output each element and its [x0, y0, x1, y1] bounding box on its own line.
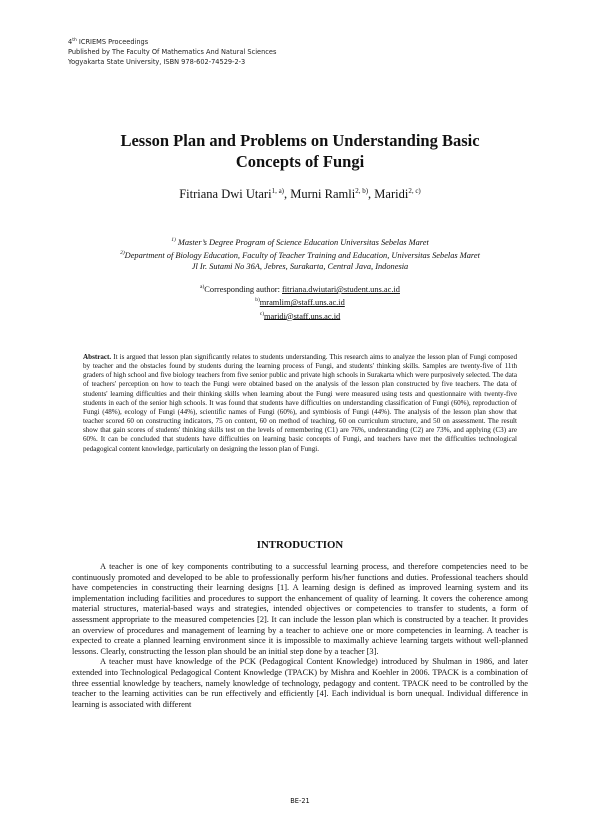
author-name: Murni Ramli — [290, 187, 356, 202]
affiliation-address: Jl Ir. Sutami No 36A, Jebres, Surakarta, Central Java, Indonesia — [191, 262, 409, 271]
email-link[interactable]: mramlim@staff.uns.ac.id — [259, 298, 345, 308]
author-name: Maridi — [374, 187, 409, 202]
affiliation-1: $^{1)}$ Master’s Degree Program of Science Education Universitas Sebelas Maret — [171, 237, 429, 247]
author-list: Fitriana Dwi Utari$^{1, a)}$, Murni Ramli$^{2, b)}$, Maridi$^{2, c)}$ — [179, 187, 421, 202]
proceedings-header — [68, 36, 276, 67]
email-link[interactable]: fitriana.dwiutari@student.uns.ac.id — [282, 284, 400, 294]
body-text — [72, 562, 528, 710]
affiliation-2: $^{2)}$Department of Biology Education, Faculty of Teacher Training and Education, Universitas Sebelas Maret — [120, 250, 480, 260]
publisher-line: Published by The Faculty Of Mathematics And Natural Sciences — [68, 48, 277, 57]
paragraph: A teacher is one of key components contributing to a successful learning process, and therefore competencies need to be continuously promoted and developed to be able to professionally perform his/her functions and duties. Professional teachers should have competencies in constructing their learning designs [1]. A learning design is defined as improved learning system and its implementation including facilities and procedures to support the enhancement of quality of learning. It covers the coherence among material structures, material-based ways and strategies, intended objectives or competencies to transfer to students, a form of assessment appropriate to the measured competencies [2]. It can include the lesson plan which is constructed by a teacher. It provides an overview of procedures and management of learning by a teacher to achieve one or more competencies in learning. A teacher is expected to create a planned learning environment since it is impossible to maximally achieve learning targets without well-planned lessons. Clearly, constructing the lesson plan should be an initial step done by a teacher [3]. — [72, 562, 528, 656]
paper-title: Lesson Plan and Problems on Understanding Basic Concepts of Fungi — [120, 131, 480, 171]
section-heading: INTRODUCTION — [256, 539, 344, 551]
correspondence: $^{a)}$Corresponding author: fitriana.dwiutari@student.uns.ac.id $^{b)}$mramlim@staff.uns.ac.id $^{c)}$maridi@staff.uns.ac.id — [200, 284, 400, 321]
author-name: Fitriana Dwi Utari — [179, 187, 272, 202]
abstract-label: Abstract. — [83, 353, 112, 361]
page-number: BE-21 — [290, 797, 310, 805]
abstract-text: It is argued that lesson plan significantly relates to students understanding. This research aims to analyze the lesson plan of Fungi composed by teacher and the obstacles found by students during the learning process of Fungi, and students' thinking skills. Samples are twenty-five of 11th graders of high school and five biology teachers from five senior public and private high schools in Surakarta which were purposively selected. The data of teachers' perception on how to teach the Fungi were obtained based on the analysis of the lesson plan constructed by five teachers. The data of students' learning difficulties and their thinking skills when learning about the Fungi were measured using tests and questionnaire with twenty-five students in each of the senior high schools. It was found that students have difficulties on understanding classification of Fungi (60%), reproduction of Fungi (48%), ecology of Fungi (44%), scientific names of Fungi (60%), and symbiosis of Fungi (44%). The analysis of the lesson plan show that teacher scored 60 on constructing indicators, 75 on content, 60 on method of teaching, 60 on curriculum structure, and 50 on assessment. The result show that gain scores of students' thinking skills test on the levels of remembering (C1) are 76%, understanding (C2) are 73%, and applying (C3) are 60%. It can be concluded that students have difficulties on learning basic concepts of Fungi, and teachers have met the difficulties technological pedagogical content knowledge, particularly on designing the lesson plan of Fungi. — [83, 353, 517, 453]
isbn-line: Yogyakarta State University, ISBN 978-602-74529-2-3 — [68, 58, 246, 67]
abstract — [83, 353, 517, 454]
paragraph: A teacher must have knowledge of the PCK (Pedagogical Content Knowledge) introduced by Shulman in 1986, and later extended into Technological Pedagogical Content Knowledge (TPACK) by Mishra and Koehler in 2006. TPACK is a combination of three essential knowledge by teachers, namely knowledge of technology, pedagogy and content. TPACK need to be controlled by the teacher to the learning activities can be run effectively and efficiently [4]. Each individual is born unequal. Individual difference in learning is associated with different — [72, 657, 528, 709]
affiliations — [40, 235, 560, 272]
email-link[interactable]: maridi@staff.uns.ac.id — [264, 311, 341, 321]
proceedings-name: 4th ICRIEMS Proceedings — [68, 38, 149, 47]
